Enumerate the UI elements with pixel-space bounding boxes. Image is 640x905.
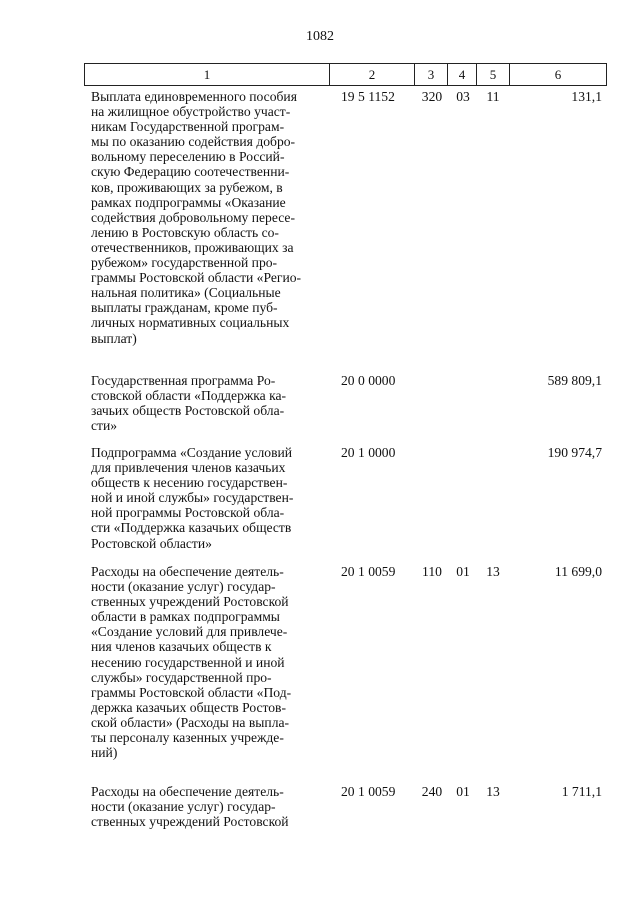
column-header-4: 4 bbox=[448, 64, 477, 86]
column-header-6: 6 bbox=[510, 64, 607, 86]
row-sum: 11 699,0 bbox=[554, 564, 602, 579]
row-csr-code: 20 1 0059 bbox=[341, 784, 396, 799]
row-name-line: Ростовской области» bbox=[91, 535, 212, 551]
row-pr-code: 11 bbox=[486, 89, 500, 104]
row-name-line: Государственная программа Ро- bbox=[91, 373, 276, 388]
row-name-line: ной программы Ростовской обла- bbox=[91, 505, 285, 521]
row-name-line: ской области» (Расходы на выпла- bbox=[91, 714, 290, 730]
row-sum: 190 974,7 bbox=[547, 445, 602, 460]
row-vr-code: 240 bbox=[421, 784, 443, 799]
row-csr-code: 20 0 0000 bbox=[341, 373, 396, 388]
row-vr-code: 320 bbox=[421, 89, 443, 104]
row-name-line: ния членов казачьих обществ к bbox=[91, 639, 272, 655]
row-name-line: сти» bbox=[91, 418, 118, 434]
row-name-line: обществ к несению государствен- bbox=[91, 475, 288, 491]
row-vr-code: 110 bbox=[422, 564, 442, 579]
column-header-2: 2 bbox=[330, 64, 415, 86]
row-name-line: ков, проживающих за рубежом, в bbox=[91, 179, 283, 195]
row-name-line: личных нормативных социальных bbox=[91, 315, 290, 331]
row-name bbox=[91, 445, 321, 551]
row-csr-code: 19 5 1152 bbox=[341, 89, 395, 104]
row-name-line: ственных учреждений Ростовской bbox=[91, 594, 289, 610]
row-name-line: Расходы на обеспечение деятель- bbox=[91, 784, 284, 799]
row-name bbox=[91, 564, 321, 760]
row-name-line: никам Государственной програм- bbox=[91, 119, 285, 135]
row-name-line: стовской области «Поддержка ка- bbox=[91, 388, 287, 404]
row-name-line: ты персоналу казенных учрежде- bbox=[91, 730, 284, 746]
row-name-line: скую Федерацию соотечественни- bbox=[91, 164, 290, 180]
row-name-line: выплат) bbox=[91, 330, 137, 346]
row-name-line: службы» государственной про- bbox=[91, 669, 272, 685]
row-name-line: на жилищное обустройство участ- bbox=[91, 104, 291, 120]
row-name-line: Выплата единовременного пособия bbox=[91, 89, 297, 104]
row-sum: 1 711,1 bbox=[561, 784, 602, 799]
column-header-1: 1 bbox=[85, 64, 330, 86]
row-name-line: для привлечения членов казачьих bbox=[91, 460, 286, 476]
row-rz-code: 03 bbox=[456, 89, 470, 104]
row-name-line: Подпрограмма «Создание условий bbox=[91, 445, 293, 460]
row-name bbox=[91, 784, 321, 829]
row-csr-code: 20 1 0000 bbox=[341, 445, 396, 460]
row-name-line: «Создание условий для привлече- bbox=[91, 624, 288, 640]
row-name-line: выплаты гражданам, кроме пуб- bbox=[91, 300, 278, 316]
row-name-line: ности (оказание услуг) государ- bbox=[91, 579, 276, 595]
row-rz-code: 01 bbox=[456, 564, 470, 579]
row-sum: 589 809,1 bbox=[547, 373, 602, 388]
row-name-line: ной и иной службы» государствен- bbox=[91, 490, 294, 506]
row-name-line: держка казачьих обществ Ростов- bbox=[91, 699, 287, 715]
row-name-line: несению государственной и иной bbox=[91, 654, 285, 670]
page-number: 1082 bbox=[306, 29, 334, 44]
row-name-line: рамках подпрограммы «Оказание bbox=[91, 194, 286, 210]
row-name-line: нальная политика» (Социальные bbox=[91, 285, 281, 301]
row-name-line: ственных учреждений Ростовской bbox=[91, 814, 289, 830]
row-name-line: лению в Ростовскую область со- bbox=[91, 224, 279, 240]
row-name bbox=[91, 373, 321, 433]
row-name-line: граммы Ростовской области «Регио- bbox=[91, 270, 302, 286]
row-rz-code: 01 bbox=[456, 784, 470, 799]
row-name bbox=[91, 89, 321, 346]
row-sum: 131,1 bbox=[571, 89, 602, 104]
column-header-table bbox=[84, 63, 607, 86]
row-name-line: Расходы на обеспечение деятель- bbox=[91, 564, 284, 579]
row-name-line: ности (оказание услуг) государ- bbox=[91, 799, 276, 815]
row-pr-code: 13 bbox=[486, 784, 500, 799]
row-name-line: вольному переселению в Россий- bbox=[91, 149, 285, 165]
row-name-line: области в рамках подпрограммы bbox=[91, 609, 280, 625]
row-name-line: граммы Ростовской области «Под- bbox=[91, 684, 292, 700]
row-name-line: зачьих обществ Ростовской обла- bbox=[91, 403, 285, 419]
row-name-line: ний) bbox=[91, 745, 118, 761]
row-name-line: рубежом» государственной про- bbox=[91, 255, 278, 271]
row-name-line: отечественников, проживающих за bbox=[91, 239, 294, 255]
row-name-line: сти «Поддержка казачьих обществ bbox=[91, 520, 292, 536]
row-name-line: содействия добровольному пересе- bbox=[91, 209, 295, 225]
row-pr-code: 13 bbox=[486, 564, 500, 579]
row-csr-code: 20 1 0059 bbox=[341, 564, 396, 579]
row-name-line: мы по оказанию содействия добро- bbox=[91, 134, 296, 150]
column-header-3: 3 bbox=[415, 64, 448, 86]
column-header-5: 5 bbox=[477, 64, 510, 86]
